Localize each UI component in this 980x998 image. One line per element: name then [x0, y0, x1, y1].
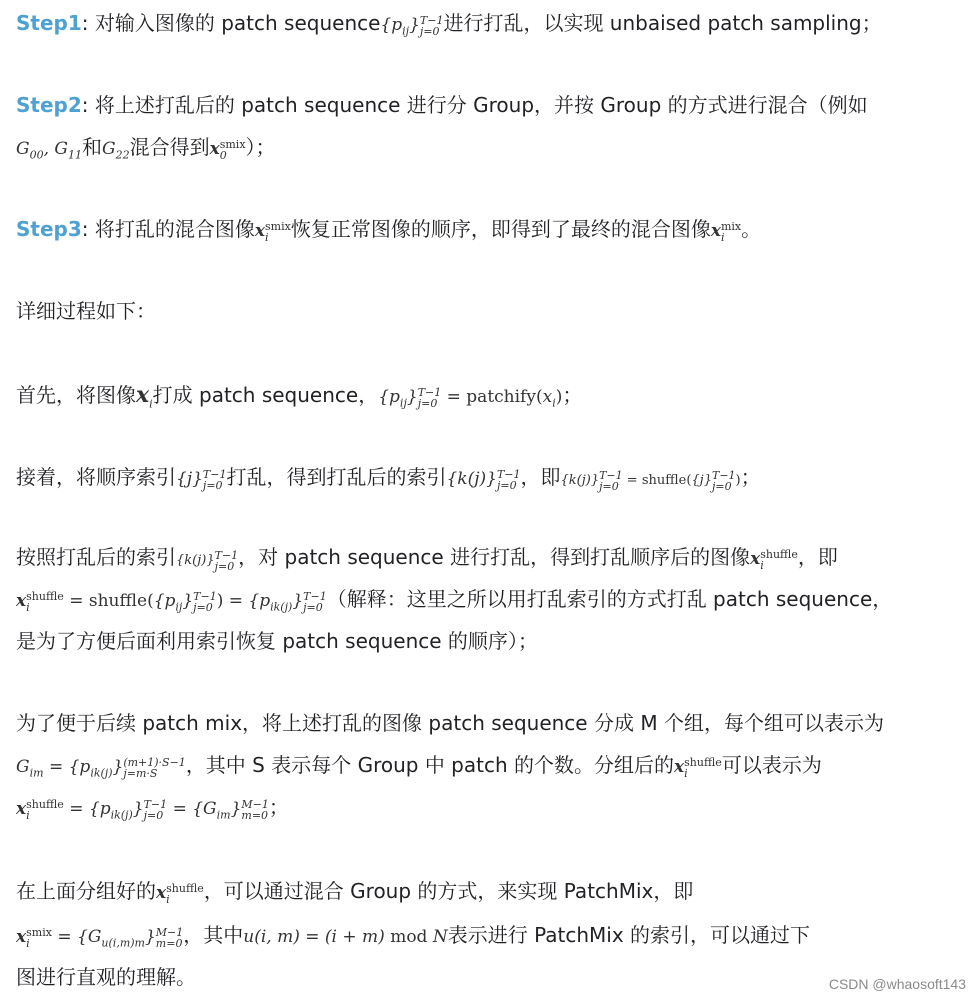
formula-xi: $x_i$: [136, 382, 153, 411]
step1-label: Step1: [16, 11, 82, 35]
step2-label: Step2: [16, 93, 82, 117]
formula-index-set: {j} T−1 j=0: [176, 467, 227, 492]
formula-xi-smix: x smix i: [254, 219, 291, 244]
group-paragraph: 为了便于后续 patch mix，将上述打乱的图像 patch sequence 分成 M 个组，每个组可以表示为: [16, 711, 884, 735]
step3-label: Step3: [16, 217, 82, 241]
formula-u-def: u(i, m) = (i + m) mod N: [243, 927, 448, 947]
mix-paragraph: 在上面分组好的x shuffle i ，可以通过混合 Group 的方式，来实现 PatchMix，即: [16, 879, 694, 906]
formula-shuffle-def: x shuffle i = $shuffle(\{p_{ij}\}$ T−1 j=0 ) = $\{p_{ik(j)}\}$ T−1 j=0: [16, 589, 327, 614]
step2-paragraph: Step2: 将上述打乱后的 patch sequence 进行分 Group，并按 Group 的方式进行混合（例如: [16, 93, 868, 117]
formula-kj-set: {k(j)} T−1 j=0: [446, 467, 521, 492]
group-paragraph-line2: $G_{im} = \{p_{ik(j)}\}$ (m+1)·S−1 j=m·S ，其中 S 表示每个 Group 中 patch 的个数。分组后的x shuffle i 可以表示为: [16, 753, 822, 780]
step1-paragraph: Step1: 对输入图像的 patch $sequence\{p_{ij}\}$ T−1 j=0 进行打乱，以实现 unbaised patch sampling；: [16, 11, 882, 38]
first-paragraph: 首先，将图像$x_i$打成 patch sequence，$\{p_{ij}\}$ T−1 j=0 = $patchify(x_i)$；: [16, 382, 583, 411]
shuffle-paragraph-line3: 是为了方便后面利用索引恢复 patch sequence 的顺序）；: [16, 629, 538, 653]
shuffle-paragraph: 按照打乱后的索引{k(j)} T−1 j=0 ，对 patch sequence 进行打乱，得到打乱顺序后的图像x shuffle i ，即: [16, 545, 838, 573]
formula-xi-shuffle-3: x shuffle i: [156, 881, 204, 906]
formula-g22: $G_{22}$: [101, 139, 130, 162]
formula-shuffle-index: {k(j)} T−1 j=0 = shuffle({j} T−1 j=0 ): [560, 468, 741, 493]
formula-group-def: $G_{im} = \{p_{ik(j)}\}$ (m+1)·S−1 j=m·S: [16, 755, 186, 780]
formula-x0-smix: x smix 0: [209, 137, 246, 162]
formula-kj-set-2: {k(j)} T−1 j=0: [176, 548, 239, 573]
step3-paragraph: Step3: 将打乱的混合图像x smix i 恢复正常图像的顺序，即得到了最终的混合图像x mix i 。: [16, 217, 762, 244]
shuffle-paragraph-line2: x shuffle i = $shuffle(\{p_{ij}\}$ T−1 j=0 ) = $\{p_{ik(j)}\}$ T−1 j=0 （解释：这里之所以用打乱索引的方式打乱 patch sequence，: [16, 587, 893, 614]
group-paragraph-line3: x shuffle i = $\{p_{ik(j)}\}$ T−1 j=0 = $\{G_{im}\}$ M−1 m=0 ；: [16, 795, 289, 822]
formula-xi-mix: x mix i: [710, 219, 742, 244]
formula-xi-shuffle-2: x shuffle i: [674, 755, 722, 780]
watermark: CSDN @whaosoft143: [828, 976, 966, 992]
formula-smix-def: x smix i = $\{G_{u(i,m)m}\}$ M−1 m=0: [16, 925, 184, 950]
formula-patch-set: $\{p_{ij}\}$ T−1 j=0: [380, 13, 444, 38]
formula-patchify: $\{p_{ij}\}$ T−1 j=0 = $patchify(x_i)$: [378, 385, 563, 410]
formula-xi-shuffle: x shuffle i: [750, 547, 798, 572]
next-paragraph: 接着，将顺序索引{j} T−1 j=0 打乱，得到打乱后的索引{k(j)} T−1 j=0 ，即{k(j)} T−1 j=0 = shuffle({j} T−1 j=0 )；: [16, 465, 761, 493]
formula-groups: $G_{00}$, $G_{11}$: [16, 139, 82, 162]
step2-paragraph-line2: $G_{00}$, $G_{11}$和$G_{22}$混合得到x smix 0 ）；: [16, 135, 276, 162]
detail-heading: 详细过程如下：: [16, 299, 156, 323]
mix-paragraph-line3: 图进行直观的理解。: [16, 965, 196, 989]
formula-shuffle-groups: x shuffle i = $\{p_{ik(j)}\}$ T−1 j=0 = $\{G_{im}\}$ M−1 m=0: [16, 797, 269, 822]
mix-paragraph-line2: x smix i = $\{G_{u(i,m)m}\}$ M−1 m=0 ，其中u(i, m) = (i + m) mod N表示进行 PatchMix 的索引，可以通过下: [16, 923, 811, 950]
